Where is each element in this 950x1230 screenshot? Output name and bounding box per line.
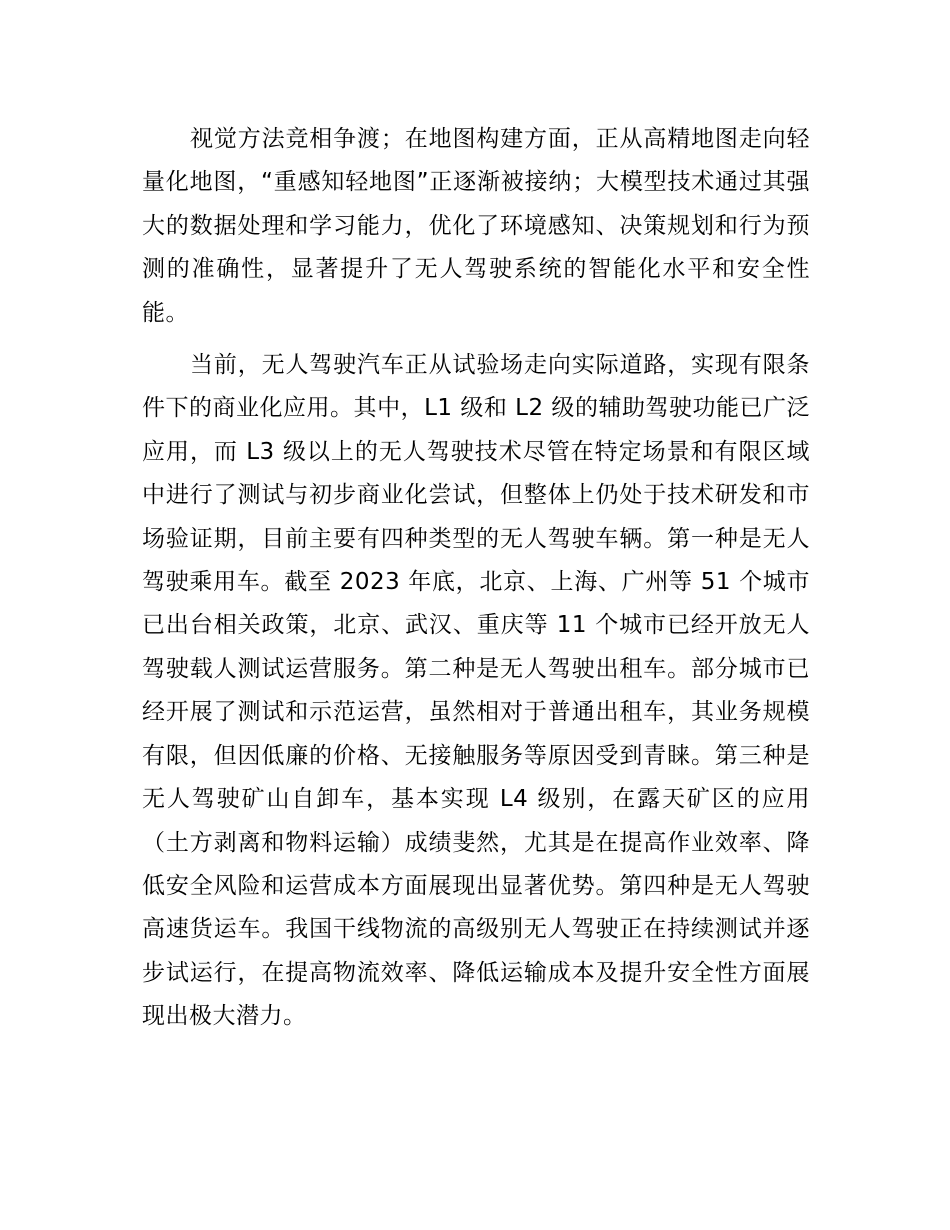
document-body <box>142 118 810 1048</box>
paragraph: 当前，无人驾驶汽车正从试验场走向实际道路，实现有限条件下的商业化应用。其中，L1 级和 L2 级的辅助驾驶功能已广泛应用，而 L3 级以上的无人驾驶技术尽管在特定场景和有限区域中进行了测试与初步商业化尝试，但整体上仍处于技术研发和市场验证期，目前主要有四种类型的无人驾驶车辆。第一种是无人驾驶乘用车。截至 2023 年底，北京、上海、广州等 51 个城市已出台相关政策，北京、武汉、重庆等 11 个城市已经开放无人驾驶载人测试运营服务。第二种是无人驾驶出租车。部分城市已经开展了测试和示范运营，虽然相对于普通出租车，其业务规模有限，但因低廉的价格、无接触服务等原因受到青睐。第三种是无人驾驶矿山自卸车，基本实现 L4 级别，在露天矿区的应用（土方剥离和物料运输）成绩斐然，尤其是在提高作业效率、降低安全风险和运营成本方面展现出显著优势。第四种是无人驾驶高速货运车。我国干线物流的高级别无人驾驶正在持续测试并逐步试运行，在提高物流效率、降低运输成本及提升安全性方面展现出极大潜力。 <box>142 352 810 1030</box>
paragraph: 视觉方法竞相争渡；在地图构建方面，正从高精地图走向轻量化地图，“重感知轻地图”正逐渐被接纳；大模型技术通过其强大的数据处理和学习能力，优化了环境感知、决策规划和行为预测的准确性，显著提升了无人驾驶系统的智能化水平和安全性能。 <box>142 126 810 326</box>
